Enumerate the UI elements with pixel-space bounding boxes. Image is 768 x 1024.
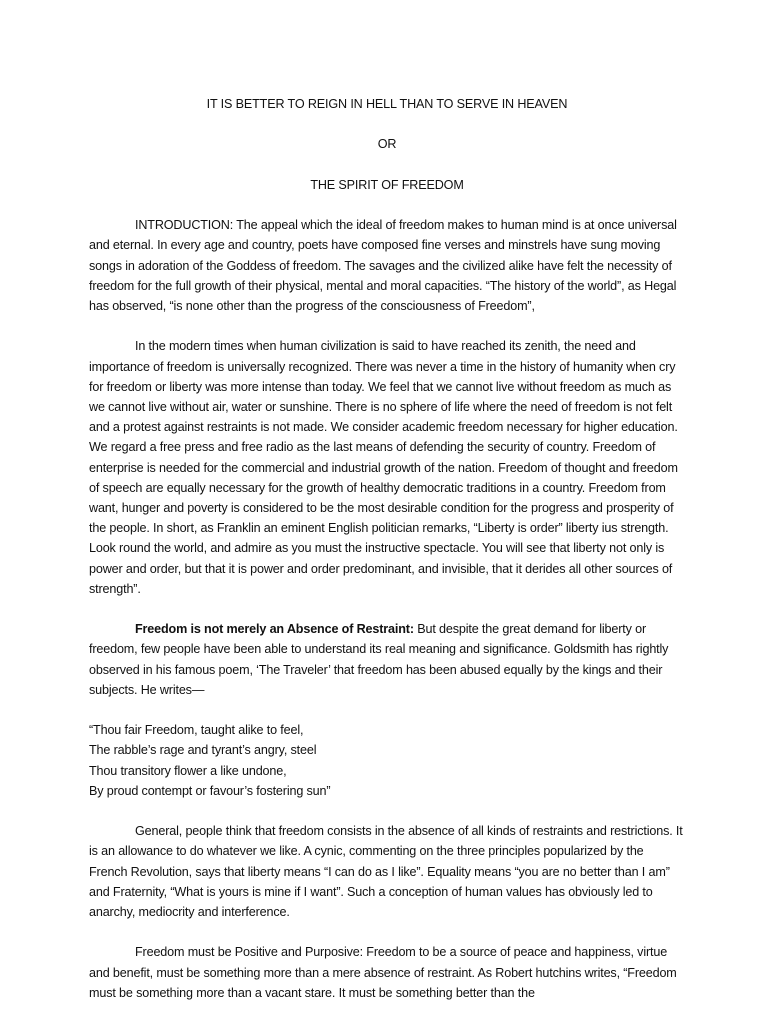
poem-line: By proud contempt or favour’s fostering sun”	[89, 783, 331, 798]
title-connector: OR	[377, 137, 397, 152]
poem-quote	[89, 720, 685, 801]
page-title: IT IS BETTER TO REIGN IN HELL THAN TO SERVE IN HEAVEN	[206, 97, 568, 111]
paragraph-lead: INTRODUCTION:	[135, 218, 234, 233]
poem-line: The rabble’s rage and tyrant’s angry, steel	[89, 743, 317, 758]
paragraph-positive-purposive	[89, 942, 685, 1003]
paragraph-text: In the modern times when human civilization is said to have reached its zenith, the need and importance of freedom is universally recognized. There was never a time in the history of humanity when cry for freedom or liberty was more intense than today. We feel that we cannot live without freedom as much as we cannot live without air, water or sunshine. There is no sphere of life where the need of freedom is not felt and a protest against restraints is not made. We consider academic freedom necessary for higher education. We regard a free press and free radio as the last means of defending the security of country. Freedom of enterprise is needed for the commercial and industrial growth of the nation. Freedom of thought and freedom of speech are equally necessary for the growth of healthy democratic traditions in a country. Freedom from want, hunger and poverty is considered to be the most desirable condition for the progress and prosperity of the people. In short, as Franklin an eminent English politician remarks, “Liberty is order” liberty ius strength. Look round the world, and admire as you must the instructive spectacle. You will see that liberty not only is power and order, but that it is power and order predominant, and invisible, that it derides all other sources of strength”.	[89, 339, 678, 596]
paragraph-absence-of-restraint	[89, 619, 685, 700]
paragraph-modern-times	[89, 336, 685, 599]
paragraph-introduction	[89, 215, 685, 316]
paragraph-text: General, people think that freedom consists in the absence of all kinds of restraints and restrictions. It is an allowance to do whatever we like. A cynic, commenting on the three principles popularized by the French Revolution, says that liberty means “I can do as I like”. Equality means “you are no better than I am” and Fraternity, “What is yours is mine if I want”. Such a conception of human values has obviously led to anarchy, mediocrity and interference.	[89, 824, 683, 920]
paragraph-general	[89, 821, 685, 922]
page-subtitle: THE SPIRIT OF FREEDOM	[310, 177, 464, 192]
document-body	[89, 94, 685, 1023]
paragraph-text: Freedom must be Positive and Purposive: Freedom to be a source of peace and happiness, virtue and benefit, must be something more than a mere absence of restraint. As Robert hutchins writes, “Freedom must be something more than a vacant stare. It must be something better than the	[89, 945, 677, 1000]
paragraph-lead: Freedom is not merely an Absence of Restraint:	[135, 622, 414, 637]
paragraph-text: But despite the great demand for liberty or freedom, few people have been able to understand its real meaning and significance. Goldsmith has rightly observed in his famous poem, ‘The Traveler’ that freedom has been abused equally by the kings and their subjects. He writes—	[89, 622, 669, 697]
poem-line: “Thou fair Freedom, taught alike to feel,	[89, 723, 304, 738]
poem-line: Thou transitory flower a like undone,	[89, 763, 287, 778]
paragraph-text: The appeal which the ideal of freedom makes to human mind is at once universal and eternal. In every age and country, poets have composed fine verses and minstrels have sung moving songs in adoration of the Goddess of freedom. The savages and the civilized alike have felt the necessity of freedom for the full growth of their physical, mental and moral capacities. “The history of the world”, as Hegal has observed, “is none other than the progress of the consciousness of Freedom”,	[89, 218, 677, 313]
